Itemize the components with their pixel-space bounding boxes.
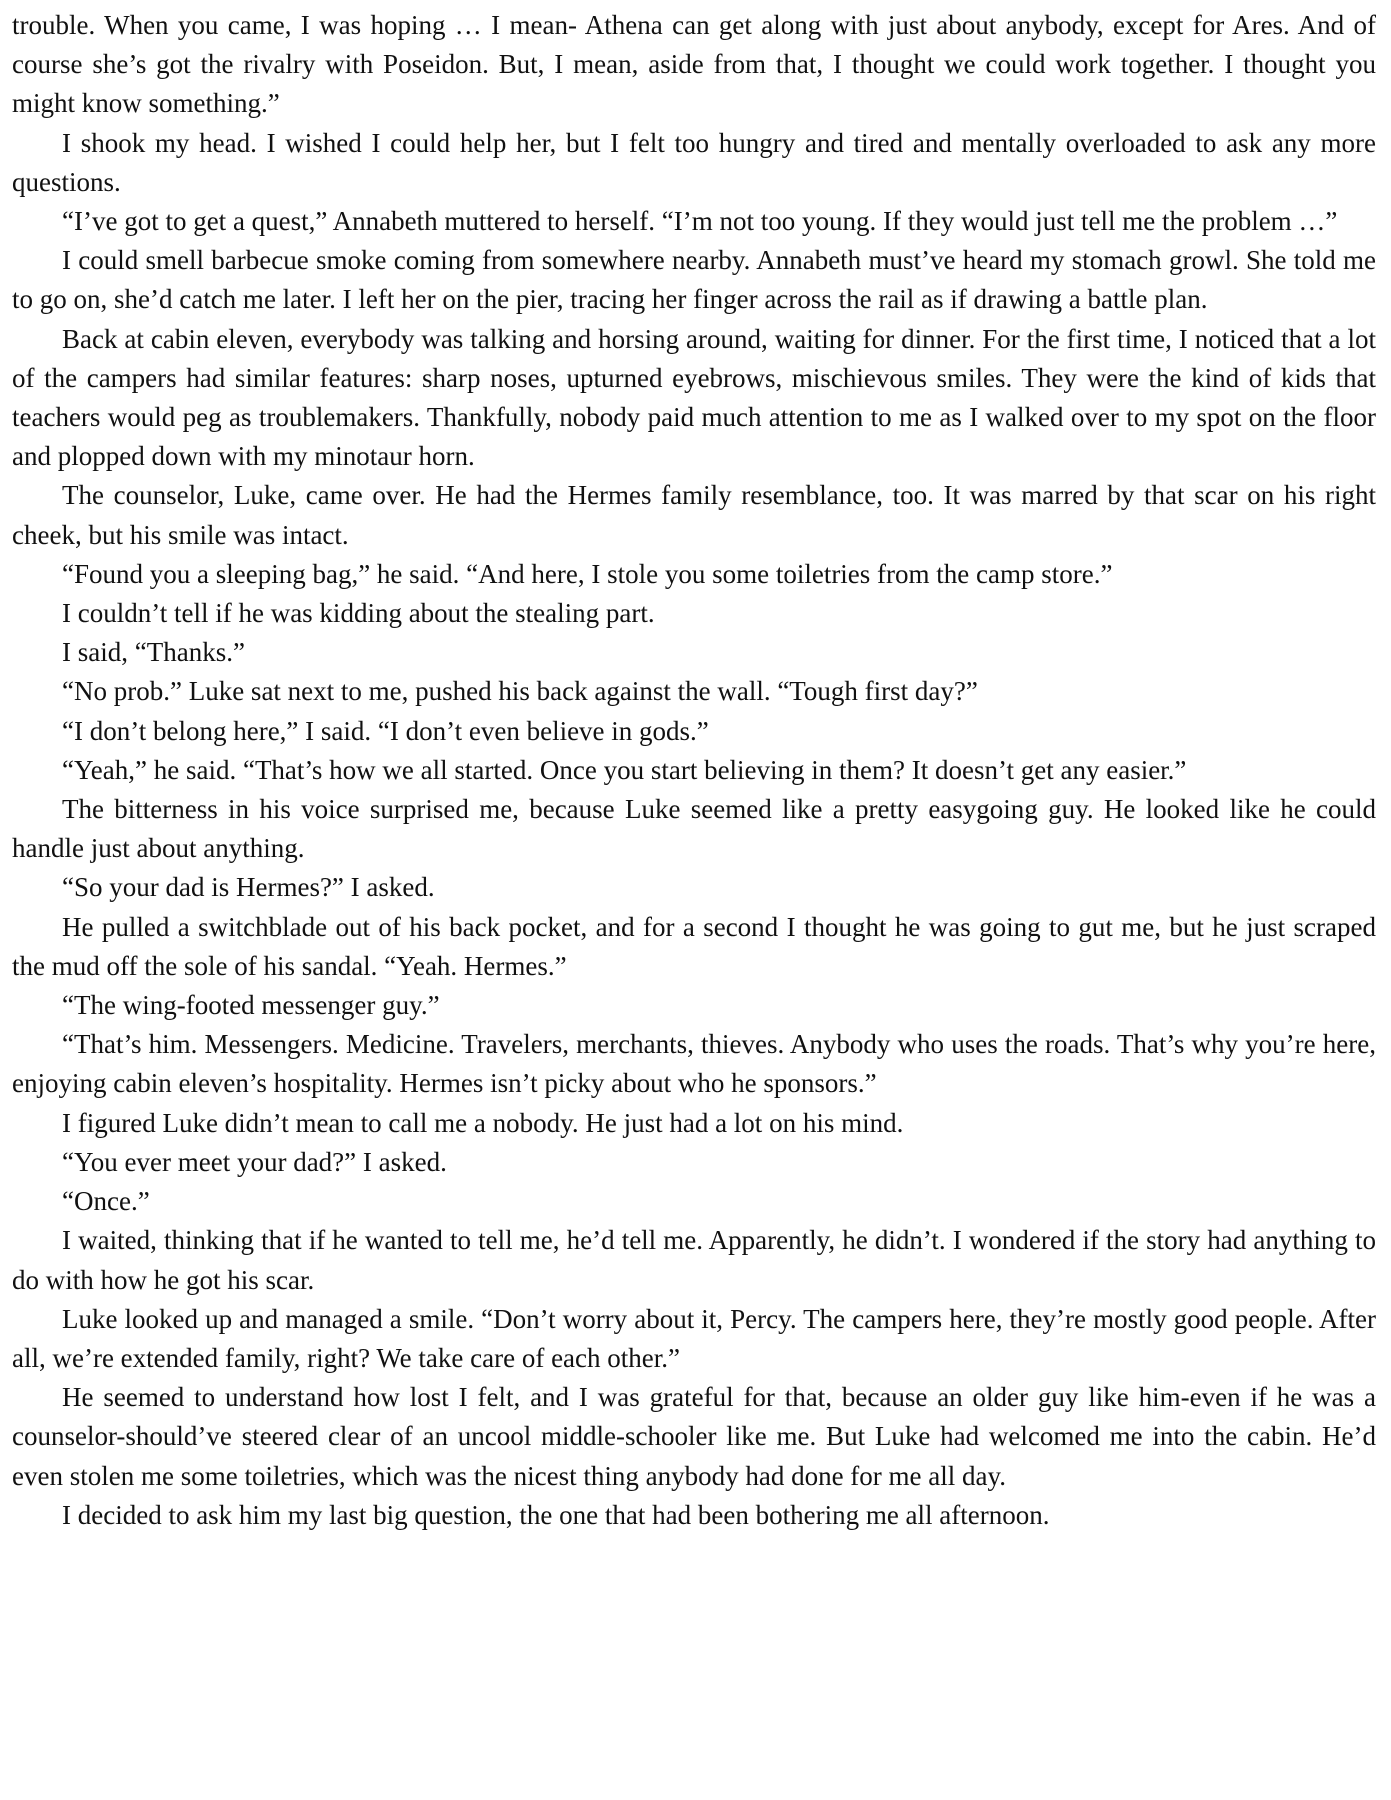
paragraph: “I don’t belong here,” I said. “I don’t even believe in gods.” xyxy=(62,715,709,746)
paragraph: “So your dad is Hermes?” I asked. xyxy=(62,872,435,903)
paragraph: I said, “Thanks.” xyxy=(62,637,245,668)
paragraph: I could smell barbecue smoke coming from somewhere nearby. Annabeth must’ve heard my stomach growl. She told me to go on, she’d catch me later. I left her on the pier, tracing her finger across the rail as if drawing a battle plan. xyxy=(12,245,1376,315)
paragraph: I decided to ask him my last big question, the one that had been bothering me all afternoon. xyxy=(62,1499,1050,1530)
paragraph: He seemed to understand how lost I felt, and I was grateful for that, because an older guy like him-even if he was a counselor-should’ve steered clear of an uncool middle-schooler like me. But Luke had welcomed me into the cabin. He’d even stolen me some toiletries, which was the nicest thing anybody had done for me all day. xyxy=(12,1382,1376,1491)
paragraph: He pulled a switchblade out of his back pocket, and for a second I thought he was going to gut me, but he just scraped the mud off the sole of his sandal. “Yeah. Hermes.” xyxy=(12,911,1376,981)
paragraph: “That’s him. Messengers. Medicine. Travelers, merchants, thieves. Anybody who uses the roads. That’s why you’re here, enjoying cabin eleven’s hospitality. Hermes isn’t picky about who he sponsors.” xyxy=(12,1029,1376,1099)
paragraph: I waited, thinking that if he wanted to tell me, he’d tell me. Apparently, he didn’t. I wondered if the story had anything to do with how he got his scar. xyxy=(12,1225,1376,1295)
paragraph: I figured Luke didn’t mean to call me a nobody. He just had a lot on his mind. xyxy=(62,1107,904,1138)
paragraph: Luke looked up and managed a smile. “Don’t worry about it, Percy. The campers here, they’re mostly good people. After all, we’re extended family, right? We take care of each other.” xyxy=(12,1303,1376,1373)
paragraph: “I’ve got to get a quest,” Annabeth muttered to herself. “I’m not too young. If they would just tell me the problem …” xyxy=(62,206,1338,237)
paragraph: I couldn’t tell if he was kidding about the stealing part. xyxy=(62,598,655,629)
paragraph: The bitterness in his voice surprised me, because Luke seemed like a pretty easygoing guy. He looked like he could handle just about anything. xyxy=(12,794,1376,864)
paragraph: “Found you a sleeping bag,” he said. “And here, I stole you some toiletries from the camp store.” xyxy=(62,558,1113,589)
paragraph: “The wing-footed messenger guy.” xyxy=(62,990,440,1021)
paragraph: “You ever meet your dad?” I asked. xyxy=(62,1146,447,1177)
book-page xyxy=(12,6,1376,1796)
paragraph: Back at cabin eleven, everybody was talking and horsing around, waiting for dinner. For the first time, I noticed that a lot of the campers had similar features: sharp noses, upturned eyebrows, mischievous smiles. They were the kind of kids that teachers would peg as troublemakers. Thankfully, nobody paid much attention to me as I walked over to my spot on the floor and plopped down with my minotaur horn. xyxy=(12,323,1376,472)
paragraph: trouble. When you came, I was hoping … I mean- Athena can get along with just about anybody, except for Ares. And of course she’s got the rivalry with Poseidon. But, I mean, aside from that, I thought we could work together. I thought you might know something.” xyxy=(12,10,1376,119)
paragraph: I shook my head. I wished I could help her, but I felt too hungry and tired and mentally overloaded to ask any more questions. xyxy=(12,127,1376,197)
paragraph: “Yeah,” he said. “That’s how we all started. Once you start believing in them? It doesn’t get any easier.” xyxy=(62,754,1187,785)
paragraph: “Once.” xyxy=(62,1186,150,1217)
paragraph: The counselor, Luke, came over. He had the Hermes family resemblance, too. It was marred by that scar on his right cheek, but his smile was intact. xyxy=(12,480,1376,550)
paragraph: “No prob.” Luke sat next to me, pushed his back against the wall. “Tough first day?” xyxy=(62,676,978,707)
